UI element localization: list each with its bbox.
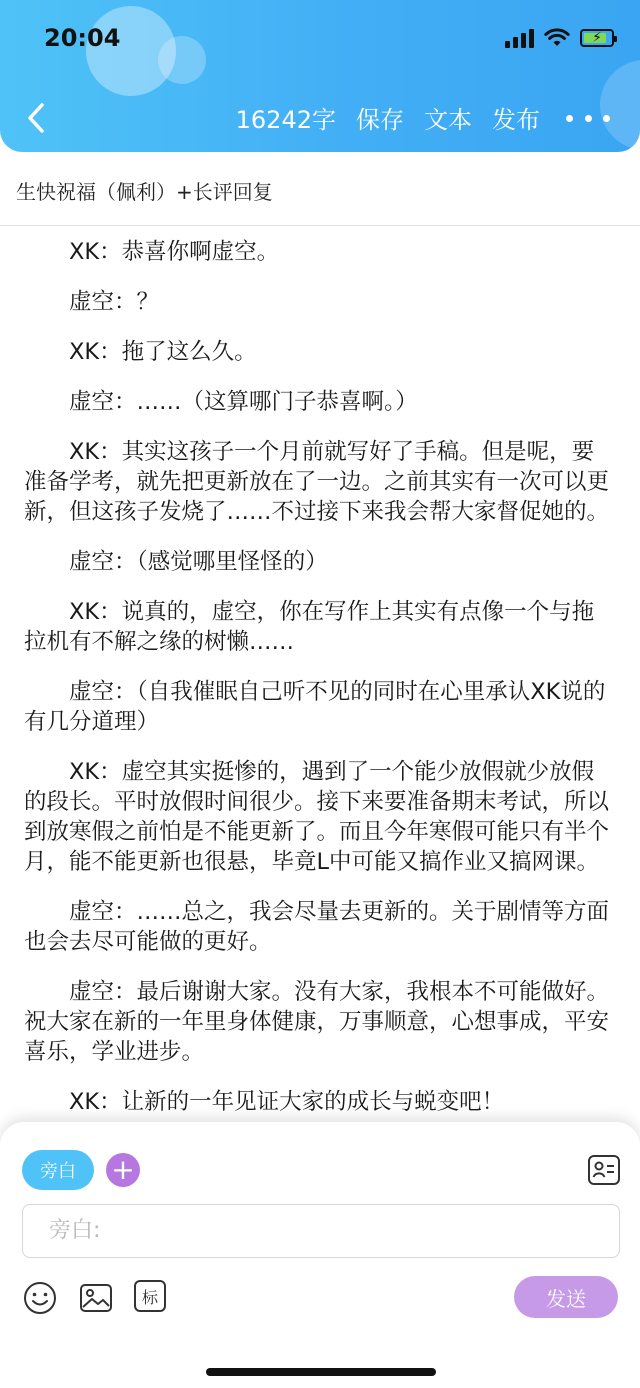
chapter-title: 生快祝福（佩利）+长评回复 bbox=[16, 180, 273, 204]
word-count: 16242字 bbox=[235, 106, 336, 134]
paragraph: XK：恭喜你啊虚空。 bbox=[69, 239, 280, 265]
more-icon bbox=[566, 115, 573, 122]
narration-input[interactable]: 旁白: bbox=[22, 1204, 620, 1258]
image-icon bbox=[78, 1280, 114, 1316]
nav-actions bbox=[236, 100, 540, 135]
more-icon bbox=[603, 115, 610, 122]
more-icon bbox=[585, 115, 592, 122]
paragraph: 虚空：（感觉哪里怪怪的） bbox=[69, 549, 328, 575]
paragraph: XK：其实这孩子一个月前就写好了手稿。但是呢，要准备学考，就先把更新放在了一边。之前其实有一次可以更新，但这孩子发烧了……不过接下来我会帮大家督促她的。 bbox=[24, 439, 610, 525]
signal-icon bbox=[505, 28, 534, 48]
paragraph: 虚空：（自我催眠自己听不见的同时在心里承认XK说的有几分道理） bbox=[24, 679, 606, 735]
paragraph: XK：拖了这么久。 bbox=[69, 339, 257, 365]
top-header bbox=[0, 0, 640, 152]
battery-icon: ⚡ bbox=[580, 29, 614, 47]
composer-panel bbox=[0, 1122, 640, 1388]
emoji-button[interactable] bbox=[22, 1280, 58, 1316]
paragraph: XK：虚空其实挺惨的，遇到了一个能少放假就少放假的段长。平时放假时间很少。接下来要准备期末考试，所以到放寒假之前怕是不能更新了。而且今年寒假可能只有半个月，能不能更新也很悬，毕竟L中可能又搞作业又搞网课。 bbox=[24, 759, 610, 875]
send-button[interactable]: 发送 bbox=[514, 1276, 618, 1318]
paragraph: 虚空：……（这算哪门子恭喜啊。） bbox=[69, 389, 418, 415]
decor-bubble bbox=[158, 36, 206, 84]
nav-row bbox=[0, 96, 640, 140]
mark-button[interactable] bbox=[134, 1280, 170, 1316]
back-button[interactable] bbox=[20, 98, 52, 138]
paragraph: 虚空：？ bbox=[69, 289, 160, 315]
chevron-left-icon bbox=[26, 102, 46, 134]
paragraph: XK：让新的一年见证大家的成长与蜕变吧！ bbox=[69, 1089, 505, 1115]
wifi-icon bbox=[544, 28, 570, 48]
save-button[interactable]: 保存 bbox=[356, 106, 404, 134]
chapter-content[interactable] bbox=[24, 226, 616, 1122]
role-selector-button[interactable]: 旁白 bbox=[22, 1150, 94, 1190]
paragraph: 虚空：最后谢谢大家。没有大家，我根本不可能做好。祝大家在新的一年里身体健康，万事顺意，心想事成，平安喜乐，学业进步。 bbox=[24, 979, 610, 1065]
publish-button[interactable]: 发布 bbox=[492, 106, 540, 134]
more-button[interactable] bbox=[566, 108, 610, 128]
paragraph: XK：说真的，虚空，你在写作上其实有点像一个与拖拉机有不解之缘的树懒…… bbox=[24, 599, 595, 655]
mark-icon: 标 bbox=[134, 1280, 166, 1312]
image-button[interactable] bbox=[78, 1280, 114, 1316]
status-icons bbox=[505, 26, 614, 50]
text-button[interactable]: 文本 bbox=[424, 106, 472, 134]
contact-card-icon bbox=[586, 1152, 622, 1188]
paragraph: 虚空：……总之，我会尽量去更新的。关于剧情等方面也会去尽可能做的更好。 bbox=[24, 899, 610, 955]
home-indicator bbox=[206, 1368, 436, 1376]
emoji-icon bbox=[22, 1280, 58, 1316]
status-time: 20:04 bbox=[44, 24, 121, 52]
contact-card-button[interactable] bbox=[586, 1152, 622, 1188]
chapter-title-bar[interactable] bbox=[0, 152, 640, 226]
add-role-button[interactable]: + bbox=[106, 1153, 140, 1187]
